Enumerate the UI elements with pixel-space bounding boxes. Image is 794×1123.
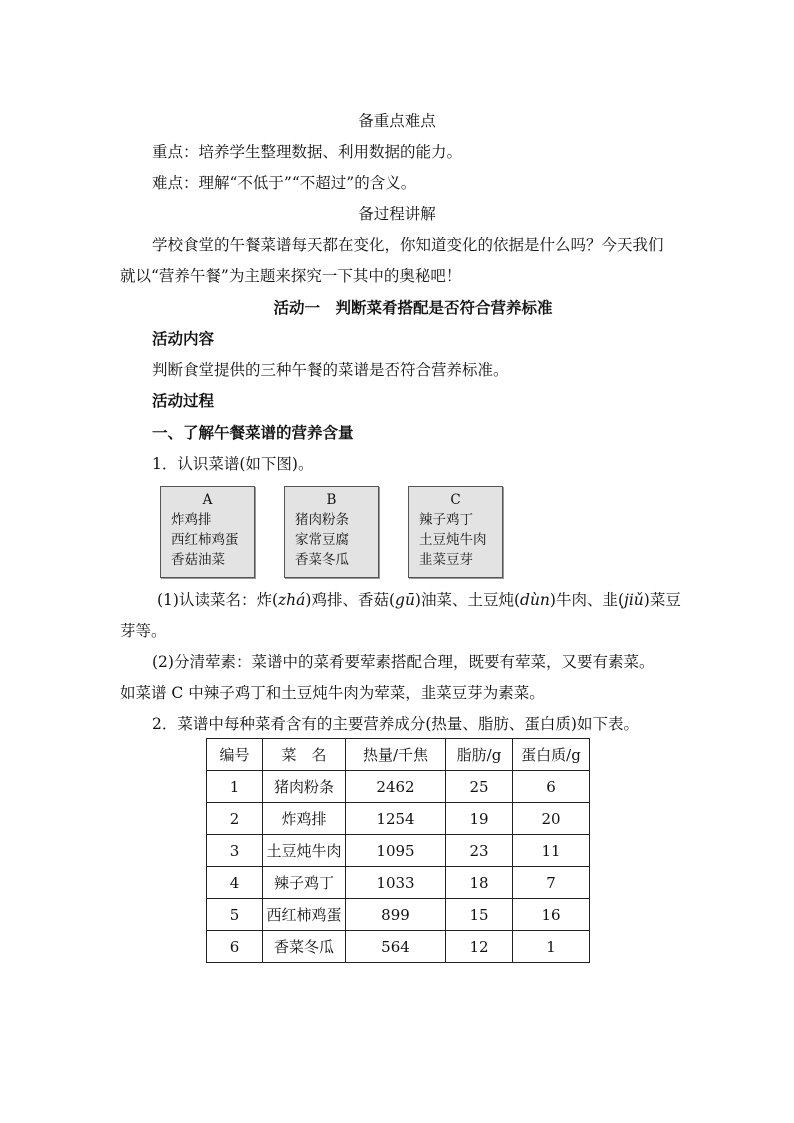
table-row	[207, 835, 590, 867]
menu-dish: 家常豆腐	[295, 532, 349, 548]
meat-veg-paragraph-line-1: (2)分清荤素：菜谱中的菜肴要荤素搭配合理，既要有荤菜，又要有素菜。	[152, 653, 655, 671]
table-cell: 1	[207, 771, 263, 803]
table-cell: 18	[446, 867, 513, 899]
table-cell: 899	[346, 899, 446, 931]
table-cell: 2	[207, 803, 263, 835]
table-cell: 1	[513, 931, 590, 963]
table-cell: 15	[446, 899, 513, 931]
table-cell: 西红柿鸡蛋	[263, 899, 346, 931]
table-cell: 16	[513, 899, 590, 931]
menu-dish: 猪肉粉条	[295, 512, 349, 528]
pinyin-paragraph-line-2: 芽等。	[120, 622, 167, 640]
column-header: 脂肪/g	[446, 739, 513, 771]
difficulty-text: 难点：理解“不低于”“不超过”的含义。	[152, 174, 417, 192]
menu-dish: 香菜冬瓜	[295, 552, 349, 568]
table-cell: 辣子鸡丁	[263, 867, 346, 899]
table-cell: 4	[207, 867, 263, 899]
table-row	[207, 803, 590, 835]
table-cell: 1095	[346, 835, 446, 867]
intro-paragraph-line-2: 就以“营养午餐”为主题来探究一下其中的奥秘吧！	[120, 267, 462, 285]
table-cell: 20	[513, 803, 590, 835]
menu-card-a	[160, 486, 255, 578]
table-cell: 香菜冬瓜	[263, 931, 346, 963]
menu-dish: 炸鸡排	[171, 512, 212, 528]
menu-label: C	[450, 492, 461, 508]
table-cell: 7	[513, 867, 590, 899]
menu-card-c	[408, 486, 503, 578]
activity-process-label: 活动过程	[152, 391, 215, 410]
key-point-text: 重点：培养学生整理数据、利用数据的能力。	[152, 143, 463, 161]
text-run: )菜豆	[643, 591, 681, 609]
intro-paragraph-line-1: 学校食堂的午餐菜谱每天都在变化，你知道变化的依据是什么吗？今天我们	[152, 236, 664, 254]
activity-content-label: 活动内容	[152, 329, 215, 348]
meat-veg-paragraph-line-2: 如菜谱 C 中辣子鸡丁和土豆炖牛肉为荤菜，韭菜豆芽为素菜。	[120, 684, 545, 702]
item-2-text: 2．菜谱中每种菜肴含有的主要营养成分(热量、脂肪、蛋白质)如下表。	[152, 715, 639, 733]
pinyin: gū	[395, 591, 415, 609]
text-run: )油菜、土豆炖(	[414, 591, 521, 609]
table-cell: 23	[446, 835, 513, 867]
table-header-row	[207, 739, 590, 771]
menu-dish: 韭菜豆芽	[419, 552, 473, 568]
table-cell: 11	[513, 835, 590, 867]
table-cell: 564	[346, 931, 446, 963]
table-cell: 6	[207, 931, 263, 963]
table-row	[207, 931, 590, 963]
step-heading: 一、了解午餐菜谱的营养含量	[152, 423, 354, 442]
table-cell: 25	[446, 771, 513, 803]
menu-card-b	[284, 486, 379, 578]
table-cell: 5	[207, 899, 263, 931]
table-row	[207, 771, 590, 803]
activity-title: 活动一 判断菜肴搭配是否符合营养标准	[273, 298, 553, 317]
table-cell: 3	[207, 835, 263, 867]
pinyin-paragraph-line-1	[157, 589, 681, 611]
activity-content-text: 判断食堂提供的三种午餐的菜谱是否符合营养标准。	[152, 361, 509, 379]
table-cell: 炸鸡排	[263, 803, 346, 835]
section-title-prep-focus: 备重点难点	[358, 112, 436, 130]
table-row	[207, 867, 590, 899]
pinyin: zhá	[278, 591, 306, 609]
table-cell: 猪肉粉条	[263, 771, 346, 803]
text-run: (1)认读菜名：炸(	[157, 591, 279, 609]
table-cell: 1254	[346, 803, 446, 835]
column-header: 菜 名	[263, 739, 346, 771]
menu-dish: 土豆炖牛肉	[419, 532, 487, 548]
column-header: 蛋白质/g	[513, 739, 590, 771]
table-row	[207, 899, 590, 931]
table-cell: 1033	[346, 867, 446, 899]
menu-dish: 辣子鸡丁	[419, 512, 473, 528]
table-cell: 2462	[346, 771, 446, 803]
table-cell: 土豆炖牛肉	[263, 835, 346, 867]
text-run: )牛肉、韭(	[549, 591, 625, 609]
table-cell: 12	[446, 931, 513, 963]
table-cell: 6	[513, 771, 590, 803]
menu-dish: 西红柿鸡蛋	[171, 532, 239, 548]
text-run: )鸡排、香菇(	[305, 591, 396, 609]
menu-label: B	[326, 492, 337, 508]
nutrition-table	[206, 738, 590, 963]
item-1-text: 1．认识菜谱(如下图)。	[152, 455, 314, 473]
column-header: 热量/千焦	[346, 739, 446, 771]
menu-dish: 香菇油菜	[171, 552, 225, 568]
column-header: 编号	[207, 739, 263, 771]
pinyin: dùn	[520, 591, 550, 609]
menu-label: A	[202, 492, 213, 508]
table-cell: 19	[446, 803, 513, 835]
section-title-process: 备过程讲解	[358, 205, 436, 223]
pinyin: jiǔ	[624, 591, 644, 609]
